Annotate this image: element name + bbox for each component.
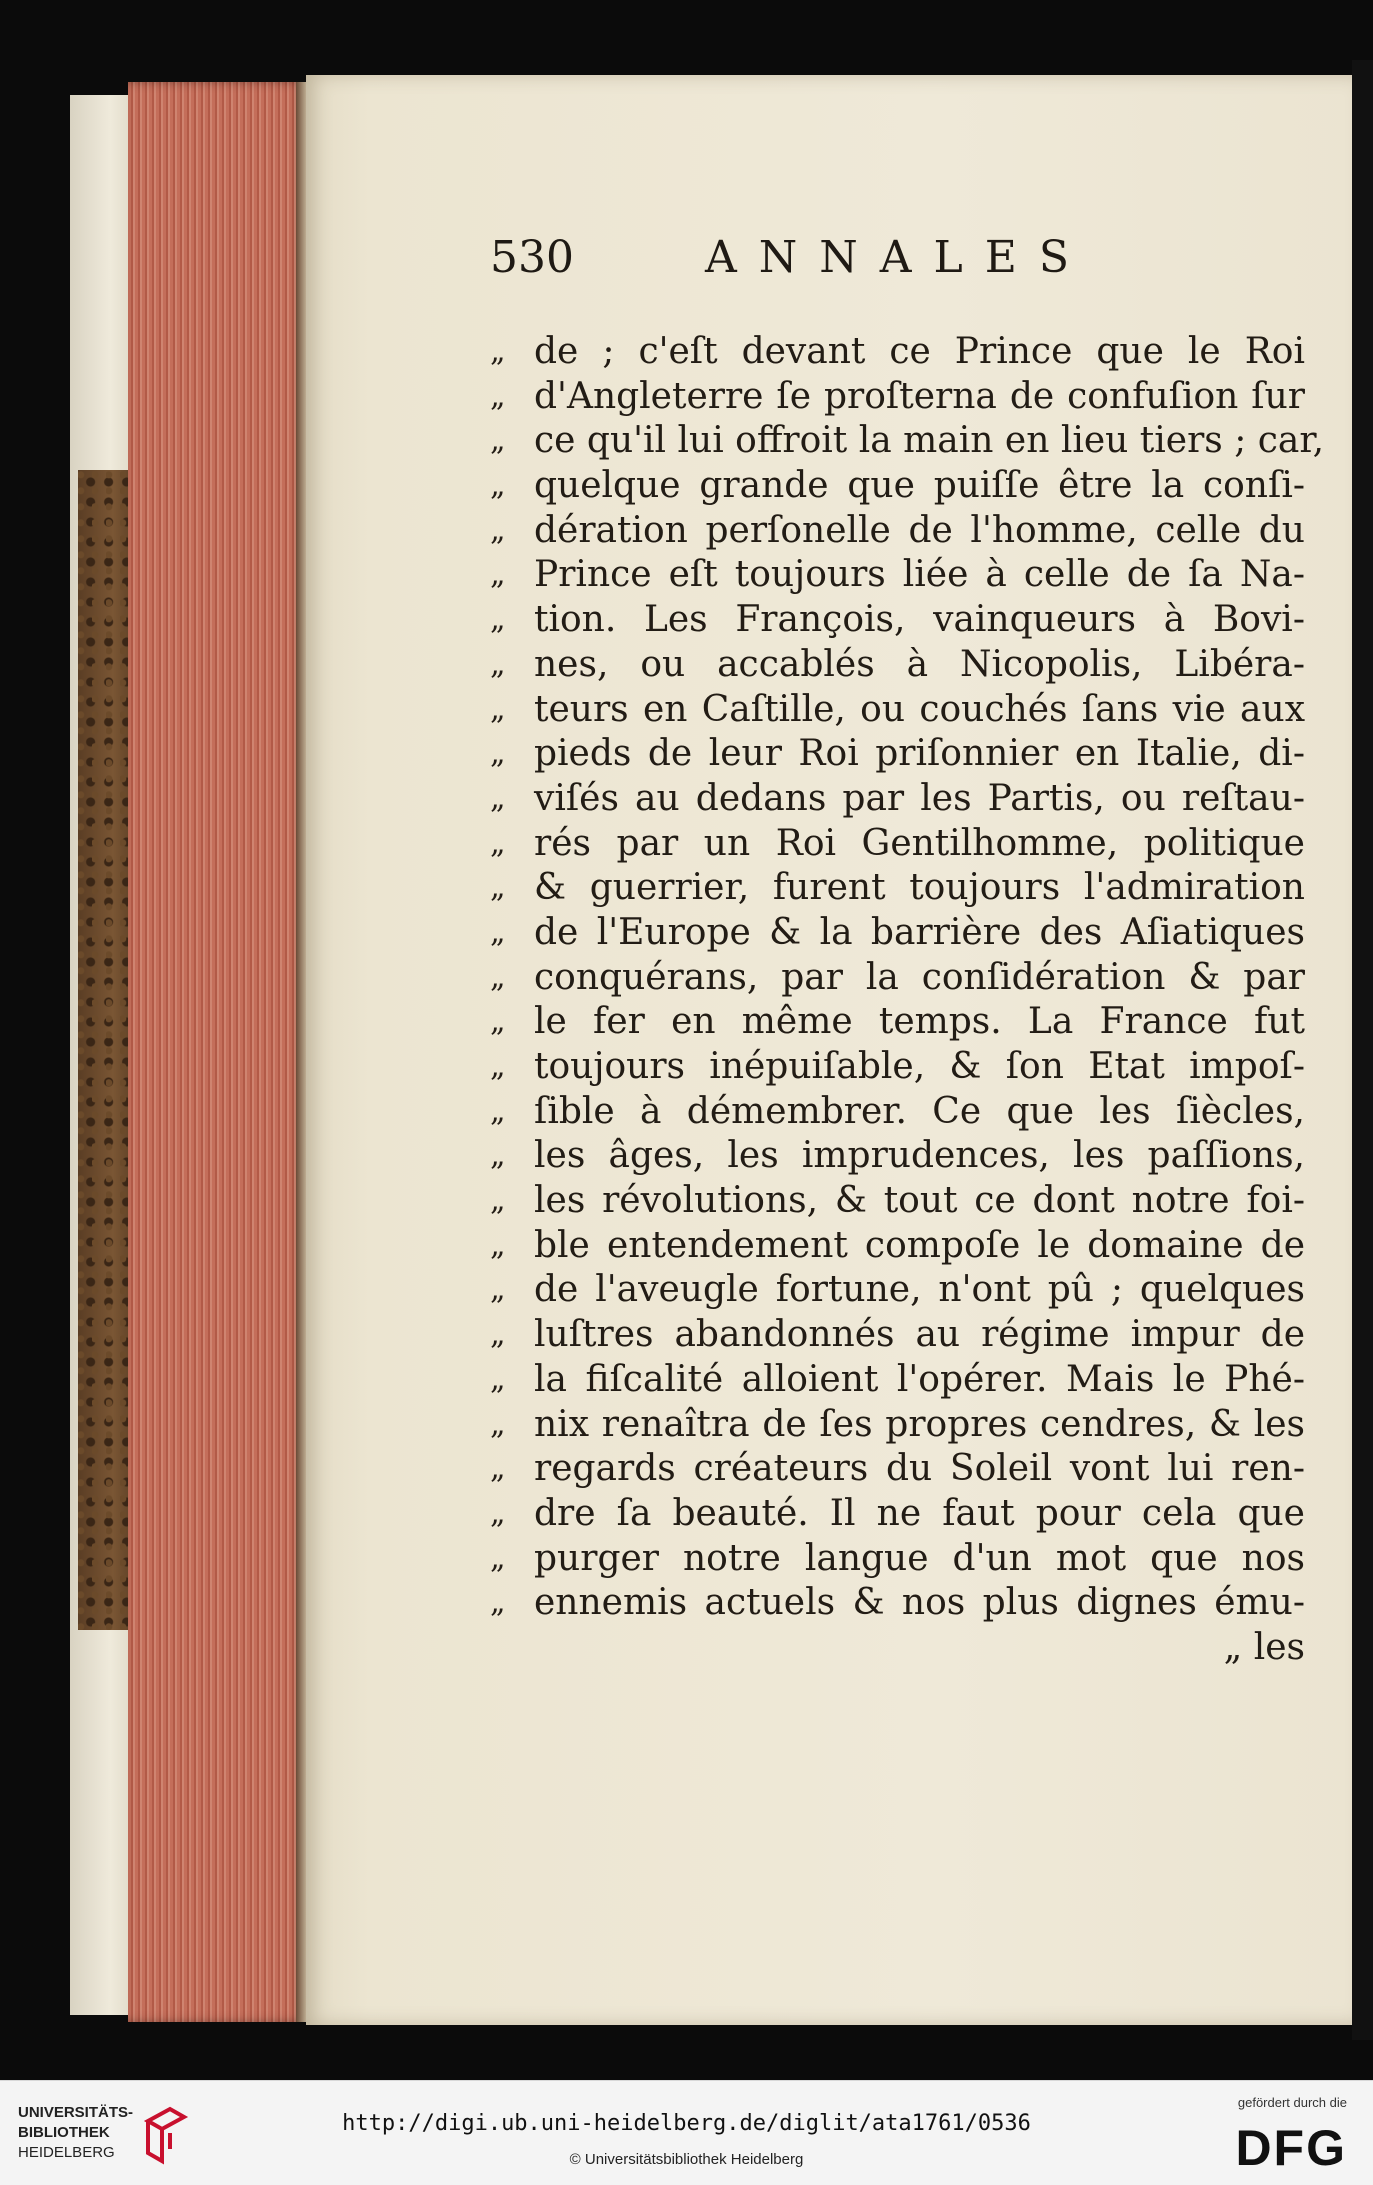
text-line	[490, 732, 1305, 777]
text-line	[490, 1403, 1305, 1448]
quote-mark: „	[490, 1049, 506, 1084]
quote-mark: „	[490, 870, 506, 906]
line-text: la fiſcalité alloient l'opérer. Mais le Phé-	[534, 1358, 1305, 1400]
line-text: les âges, les imprudences, les paſſions,	[534, 1135, 1305, 1177]
quote-mark: „	[490, 557, 506, 593]
line-text: ennemis actuels & nos plus dignes ému-	[534, 1582, 1305, 1624]
text-line	[490, 553, 1305, 598]
quote-mark: „	[490, 468, 506, 504]
text-line	[490, 1090, 1305, 1135]
quote-mark: „	[490, 378, 506, 414]
text-line	[490, 419, 1325, 464]
quote-mark: „	[490, 780, 506, 816]
quote-mark: „	[490, 1138, 506, 1174]
viewer-footer	[0, 2080, 1373, 2185]
text-line	[490, 1313, 1305, 1358]
catchword: „ les	[1223, 1626, 1305, 1668]
line-text: les révolutions, & tout ce dont notre foi-	[534, 1180, 1305, 1222]
text-line	[490, 1045, 1305, 1090]
line-text: pieds de leur Roi priſonnier en Italie, di-	[534, 733, 1305, 775]
line-text: dre ſa beauté. Il ne faut pour cela que	[534, 1492, 1305, 1534]
line-text: viſés au dedans par les Partis, ou reſtau-	[534, 777, 1305, 819]
quote-mark: „	[490, 1227, 506, 1263]
quote-mark: „	[490, 1451, 506, 1487]
line-text: & guerrier, furent toujours l'admiration	[534, 867, 1305, 909]
quote-mark: „	[490, 1406, 506, 1442]
text-line	[490, 464, 1305, 509]
text-line	[490, 598, 1305, 643]
line-text: de l'Europe & la barrière des Aſiatiques	[534, 911, 1305, 953]
text-line	[490, 1268, 1305, 1313]
quote-mark: „	[490, 1272, 506, 1308]
text-line	[490, 1581, 1305, 1626]
quote-mark: „	[490, 512, 506, 548]
permalink-url[interactable]: http://digi.ub.uni-heidelberg.de/diglit/ata1761/0536	[342, 2111, 1031, 2136]
line-text: de ; c'eſt devant ce Prince que le Roi	[534, 331, 1305, 372]
dfg-logo[interactable]: DFG	[1235, 2120, 1347, 2176]
text-line	[490, 330, 1305, 375]
running-title: ANNALES	[705, 232, 1092, 283]
quote-mark: „	[490, 1004, 506, 1040]
right-background	[1352, 60, 1373, 2040]
line-text: teurs en Caſtille, ou couchés ſans vie aux	[534, 688, 1305, 730]
text-line	[490, 1000, 1305, 1045]
text-line	[490, 911, 1305, 956]
text-line	[490, 688, 1305, 733]
quote-mark: „	[490, 646, 506, 682]
quote-mark: „	[490, 1495, 506, 1531]
line-text: rés par un Roi Gentilhomme, politique	[534, 822, 1305, 864]
quote-mark: „	[490, 1183, 506, 1219]
line-text: ſible à démembrer. Ce que les ſiècles,	[534, 1090, 1305, 1132]
line-text: le fer en même temps. La France fut	[534, 1001, 1305, 1043]
line-text: ce qu'il lui offroit la main en lieu tiers ; car,	[534, 420, 1325, 462]
copyright-notice: © Universitätsbibliothek Heidelberg	[569, 2151, 804, 2168]
line-text: Prince eſt toujours liée à celle de ſa Na-	[534, 554, 1305, 596]
text-line	[490, 509, 1305, 554]
page-number: 530	[490, 232, 574, 283]
quote-mark: „	[490, 1317, 506, 1353]
line-text: conquérans, par la conſidération & par	[534, 956, 1305, 998]
line-text: d'Angleterre ſe proſterna de confuſion ſur	[534, 375, 1305, 417]
funded-by-label: gefördert durch die	[1237, 2095, 1347, 2110]
text-line	[490, 375, 1305, 420]
quote-mark: „	[490, 1540, 506, 1576]
line-text: de l'aveugle fortune, n'ont pû ; quelques	[534, 1269, 1305, 1311]
text-line	[490, 1447, 1305, 1492]
text-line	[490, 866, 1305, 911]
line-text: ble entendement compoſe le domaine de	[534, 1224, 1305, 1266]
quote-mark: „	[490, 1361, 506, 1397]
line-text: nes, ou accablés à Nicopolis, Libéra-	[534, 643, 1305, 685]
quote-mark: „	[490, 959, 506, 995]
text-line	[490, 1179, 1305, 1224]
line-text: purger notre langue d'un mot que nos	[534, 1537, 1305, 1579]
page-edges	[128, 82, 306, 2022]
quote-mark: „	[490, 1093, 506, 1129]
quote-mark: „	[490, 825, 506, 861]
running-head	[490, 232, 1350, 302]
library-name-line2: BIBLIOTHEK	[18, 2124, 110, 2141]
text-line	[490, 822, 1305, 867]
text-line	[490, 1537, 1305, 1582]
text-line	[490, 1492, 1305, 1537]
quote-mark: „	[490, 914, 506, 950]
quote-mark: „	[490, 423, 506, 459]
text-line	[490, 777, 1305, 822]
text-line	[490, 643, 1305, 688]
line-text: luſtres abandonnés au régime impur de	[534, 1314, 1305, 1356]
quote-mark: „	[490, 602, 506, 638]
library-name-line3: HEIDELBERG	[18, 2144, 115, 2161]
quote-mark: „	[490, 691, 506, 727]
quote-mark: „	[490, 1585, 506, 1621]
quote-mark: „	[490, 334, 506, 369]
text-line	[490, 1134, 1305, 1179]
line-text: quelque grande que puiſſe être la conſi-	[534, 465, 1305, 507]
text-line	[490, 1224, 1305, 1269]
line-text: regards créateurs du Soleil vont lui ren-	[534, 1448, 1305, 1490]
line-text: tion. Les François, vainqueurs à Bovi-	[534, 599, 1305, 641]
quote-mark: „	[490, 736, 506, 772]
line-text: dération perſonelle de l'homme, celle du	[534, 509, 1305, 551]
library-name-line1: UNIVERSITÄTS-	[18, 2104, 134, 2121]
text-line	[490, 1358, 1305, 1403]
text-block	[490, 330, 1325, 1671]
line-text: toujours inépuiſable, & ſon Etat impoſ-	[534, 1046, 1305, 1087]
text-line	[490, 956, 1305, 1001]
line-text: nix renaîtra de ſes propres cendres, & les	[534, 1403, 1305, 1445]
